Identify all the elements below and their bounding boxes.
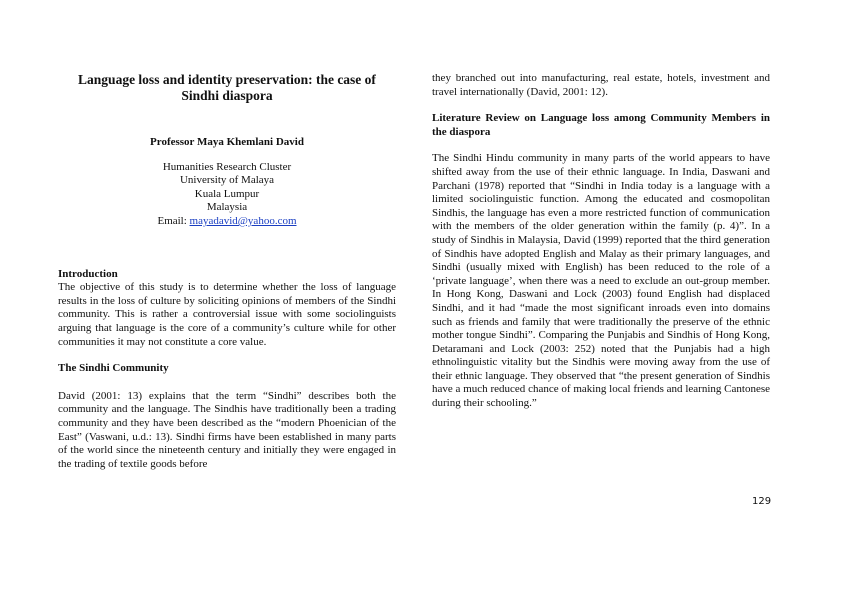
- introduction-heading: Introduction: [58, 267, 118, 280]
- continued-paragraph: they branched out into manufacturing, real estate, hotels, investment and travel internationally (David, 2001: 12).: [432, 72, 770, 98]
- affiliation-line: Humanities Research Cluster: [162, 160, 292, 173]
- title-line-2: Sindhi diaspora: [181, 88, 273, 103]
- title-line-1: Language loss and identity preservation: the case of: [78, 72, 376, 87]
- affiliation-line: University of Malaya: [179, 174, 275, 187]
- affiliation-line: Malaysia: [206, 201, 248, 214]
- right-column: [432, 72, 770, 411]
- sindhi-community-heading: The Sindhi Community: [58, 362, 169, 375]
- affiliation-line: Kuala Lumpur: [194, 187, 260, 200]
- email-link[interactable]: mayadavid@yahoo.com: [189, 214, 297, 227]
- left-column: [58, 72, 396, 471]
- literature-review-heading: Literature Review on Language loss among Community Members in the diaspora: [432, 112, 770, 138]
- literature-review-paragraph: The Sindhi Hindu community in many parts of the world appears to have shifted away from the use of their ethnic language. In India, Daswani and Parchani (1978) reported that “Sindhi in India today is a language with a limited sociolinguistic function. Among the educated and cosmopolitan Sindhis, the language has even a more restricted function of communication with the members of the older generation within the family (p. 4)”. In a study of Sindhis in Malaysia, David (1999) reported that the third generation of Sindhis have adopted English and Malay as their primary languages, and Sindhi (usually mixed with English) has been reduced to the role of a ‘private language’, when there was a need to exclude an out-group member. In Hong Kong, Daswani and Lock (2003) found English had displaced Sindhi, and it had “made the most significant inroads even into domains such as friends and family that were traditionally the preserve of the ethnic mother tongue Sindhi”. Comparing the Punjabis and Sindhis of Hong Kong, Detaramani and Lock (2003: 252) noted that the Punjabis had a high ethnolinguistic vitality but the Sindhis were moving away from the use of their ethnic language. They observed that “the present generation of Sindhis have a much reduced chance of making local friends and learning Cantonese during their schooling.”: [432, 152, 770, 410]
- page-number: 129: [752, 496, 772, 507]
- author-name: Professor Maya Khemlani David: [150, 136, 304, 148]
- sindhi-community-paragraph: David (2001: 13) explains that the term “Sindhi” describes both the community and the language. The Sindhis have traditionally been a trading community and they have been described as the “modern Phoenician of the East” (Vaswani, u.d.: 13). Sindhi firms have been established in many parts of the world since the nineteenth century and initially they were engaged in the trading of textile goods before: [58, 389, 396, 470]
- email-label: Email:: [157, 214, 190, 227]
- affiliation-block: [58, 161, 396, 229]
- introduction-paragraph: The objective of this study is to determine whether the loss of language results in the loss of culture by soliciting opinions of members of the Sindhi community. This is rather a controversial issue with some sociolinguists arguing that language is the core of a community’s culture while for other communities it may not constitute a core value.: [58, 281, 396, 348]
- email-line: [58, 215, 396, 229]
- paper-title: [58, 72, 396, 104]
